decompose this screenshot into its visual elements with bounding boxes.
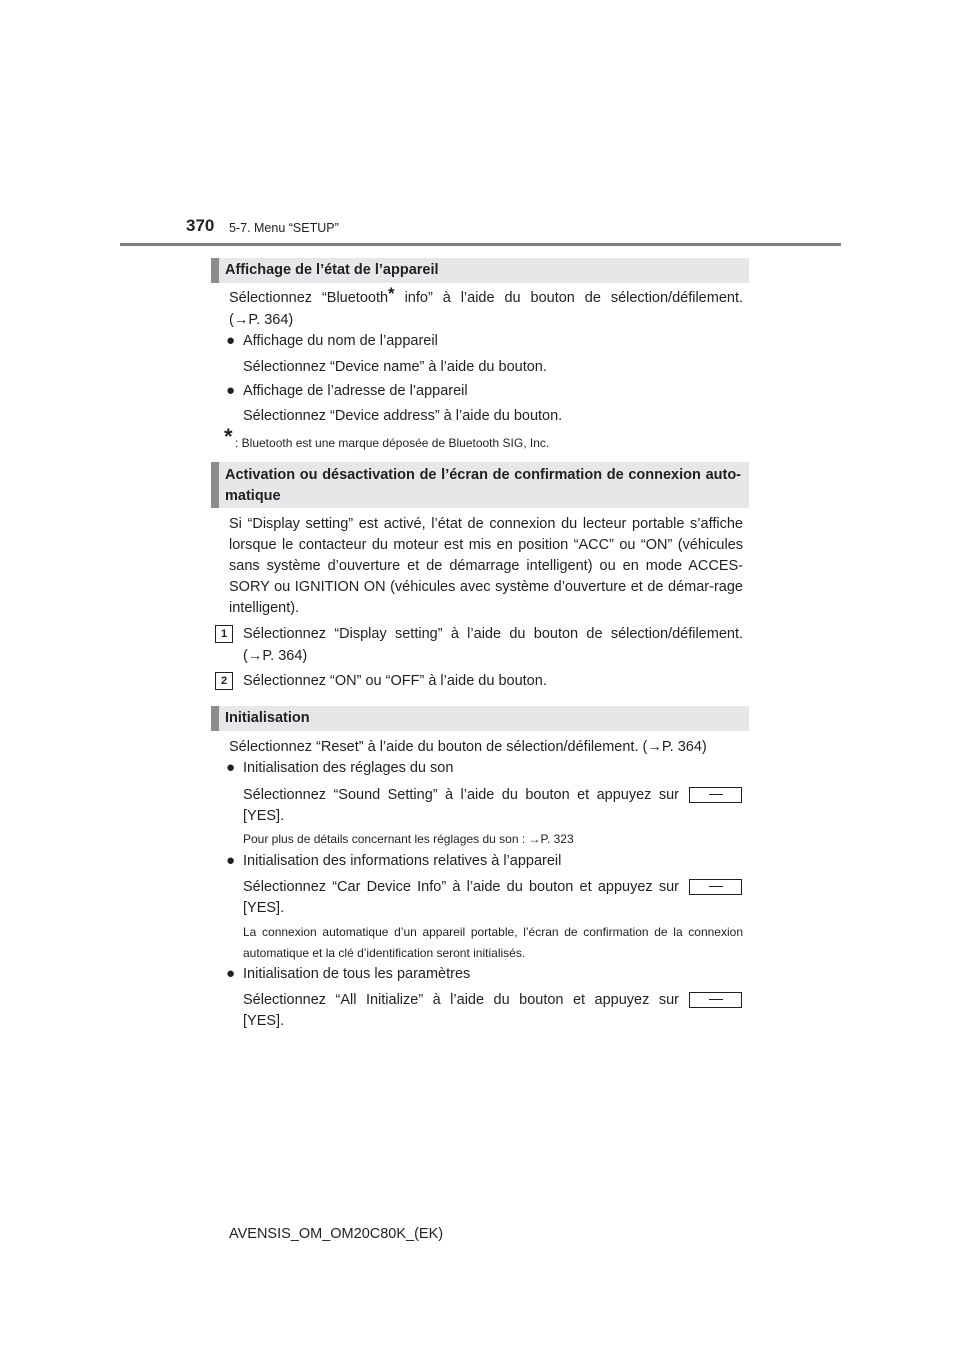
bullet-note: Pour plus de détails concernant les réglages du son : →P. 323 [243,832,574,846]
bullet-text-cont: [YES]. [243,808,285,824]
bullet-text-cont: [YES]. [243,900,285,916]
button-dash [709,886,723,887]
bullet-title: Initialisation des réglages du son [243,760,454,776]
header-divider [120,243,841,246]
page-reference: (→P. 364) [229,312,294,328]
asterisk-icon: * [224,424,233,449]
step-text: Sélectionnez “ON” ou “OFF” à l’aide du bouton. [243,673,547,689]
bullet-text: Sélectionnez “Car Device Info” à l’aide du bouton et appuyez sur [243,879,679,895]
chapter-title: 5-7. Menu “SETUP” [229,221,339,235]
step-number-badge: 1 [215,625,233,643]
footnote-asterisk: * [388,284,395,303]
bullet-icon: ● [226,852,236,869]
page-number: 370 [186,216,215,235]
page-reference: (→P. 364) [243,648,308,664]
bullet-icon: ● [226,965,236,982]
select-button-icon [689,992,742,1008]
select-button-icon [689,879,742,895]
section-intro: Sélectionnez “Bluetooth* info” à l’aide du bouton de sélection/défilement. [229,284,743,306]
bullet-text-cont: [YES]. [243,1013,285,1029]
document-code: AVENSIS_OM_OM20C80K_(EK) [229,1226,444,1242]
section-title-device-status: Affichage de l’état de l’appareil [211,258,749,283]
section-intro: Sélectionnez “Reset” à l’aide du bouton de sélection/défilement. (→P. 364) [229,739,707,755]
bullet-title: Initialisation de tous les paramètres [243,966,471,982]
section-title-initialisation: Initialisation [211,706,749,731]
bullet-note: La connexion automatique d’un appareil portable, l’écran de confirmation de la connexion automatique et la clé d’identification seront initialisés. [243,925,743,960]
section-paragraph: Si “Display setting” est activé, l’état de connexion du lecteur portable s’affiche lorsque le contacteur du moteur est mis en position “ACC” ou “ON” (véhicules sans système d’ouverture et de démarrage intelligent) ou en mode ACCES-SORY ou IGNITION ON (véhicules avec système d’ouverture et de démar-rage intelligent). [229,516,743,616]
select-button-icon [689,787,742,803]
bullet-text: Sélectionnez “Device name” à l’aide du bouton. [243,359,547,375]
bullet-title: Initialisation des informations relatives à l’appareil [243,853,562,869]
bullet-icon: ● [226,759,236,776]
step-text: Sélectionnez “Display setting” à l’aide du bouton de sélection/défilement. [243,626,743,642]
bullet-text: Sélectionnez “Sound Setting” à l’aide du bouton et appuyez sur [243,787,679,803]
bullet-icon: ● [226,332,236,349]
bullet-text: Sélectionnez “Device address” à l’aide du bouton. [243,408,563,424]
section-title-auto-connection: Activation ou désactivation de l’écran de confirmation de connexion auto-matique [211,462,749,508]
button-dash [709,794,723,795]
button-dash [709,999,723,1000]
bullet-icon: ● [226,382,236,399]
step-number-badge: 2 [215,672,233,690]
footnote: : Bluetooth est une marque déposée de Bluetooth SIG, Inc. [235,436,550,450]
bullet-text: Sélectionnez “All Initialize” à l’aide du bouton et appuyez sur [243,992,679,1008]
bullet-title: Affichage du nom de l’appareil [243,333,438,349]
bullet-title: Affichage de l’adresse de l’appareil [243,383,468,399]
